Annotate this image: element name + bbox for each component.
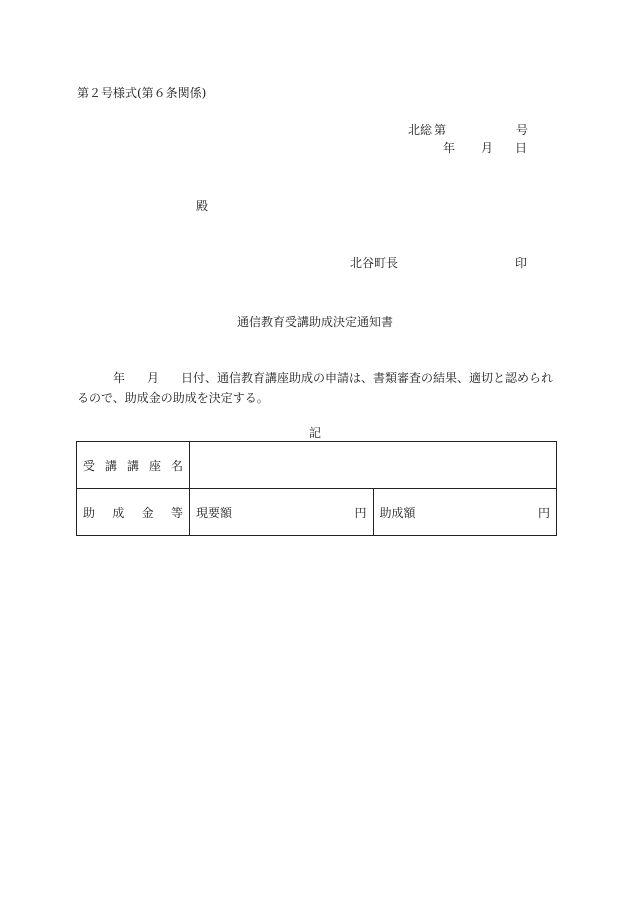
seal-mark: 印: [515, 256, 528, 270]
issuer-name: 北谷町長: [350, 256, 399, 270]
table-row: [77, 442, 557, 489]
date-month: 月: [481, 141, 494, 155]
issue-date: [443, 141, 528, 155]
reference-dai: 第: [434, 123, 447, 137]
current-amount-label: 現要額: [196, 505, 233, 520]
date-day: 日: [515, 141, 528, 155]
grant-amount-label: 助 成 金 等: [77, 489, 190, 536]
body-paragraph: [77, 368, 557, 408]
table-row: [77, 489, 557, 536]
reference-prefix: 北総: [408, 123, 433, 137]
current-amount-cell: [190, 489, 374, 536]
grant-amount-label-text: 助成額: [379, 505, 416, 520]
form-number-label: 第２号様式(第６条関係): [77, 86, 207, 100]
addressee-honorific: 殿: [196, 199, 209, 213]
body-line2: るので、助成金の助成を決定する。: [77, 391, 269, 405]
body-year: 年: [113, 371, 126, 385]
course-name-value: [190, 442, 557, 489]
reference-go: 号: [516, 123, 529, 137]
course-name-label: 受 講 講 座 名: [77, 442, 190, 489]
grant-details-table: [76, 441, 557, 536]
reference-number: [408, 123, 528, 137]
document-title: 通信教育受講助成決定通知書: [236, 315, 393, 329]
date-year: 年: [443, 141, 456, 155]
grant-amount-cell: [373, 489, 557, 536]
grant-amount-currency: 円: [537, 505, 550, 520]
body-line1: 日付、通信教育講座助成の申請は、書類審査の結果、適切と認められ: [181, 371, 554, 385]
ki-heading: 記: [308, 426, 321, 440]
body-month: 月: [147, 371, 160, 385]
current-amount-currency: 円: [354, 505, 367, 520]
